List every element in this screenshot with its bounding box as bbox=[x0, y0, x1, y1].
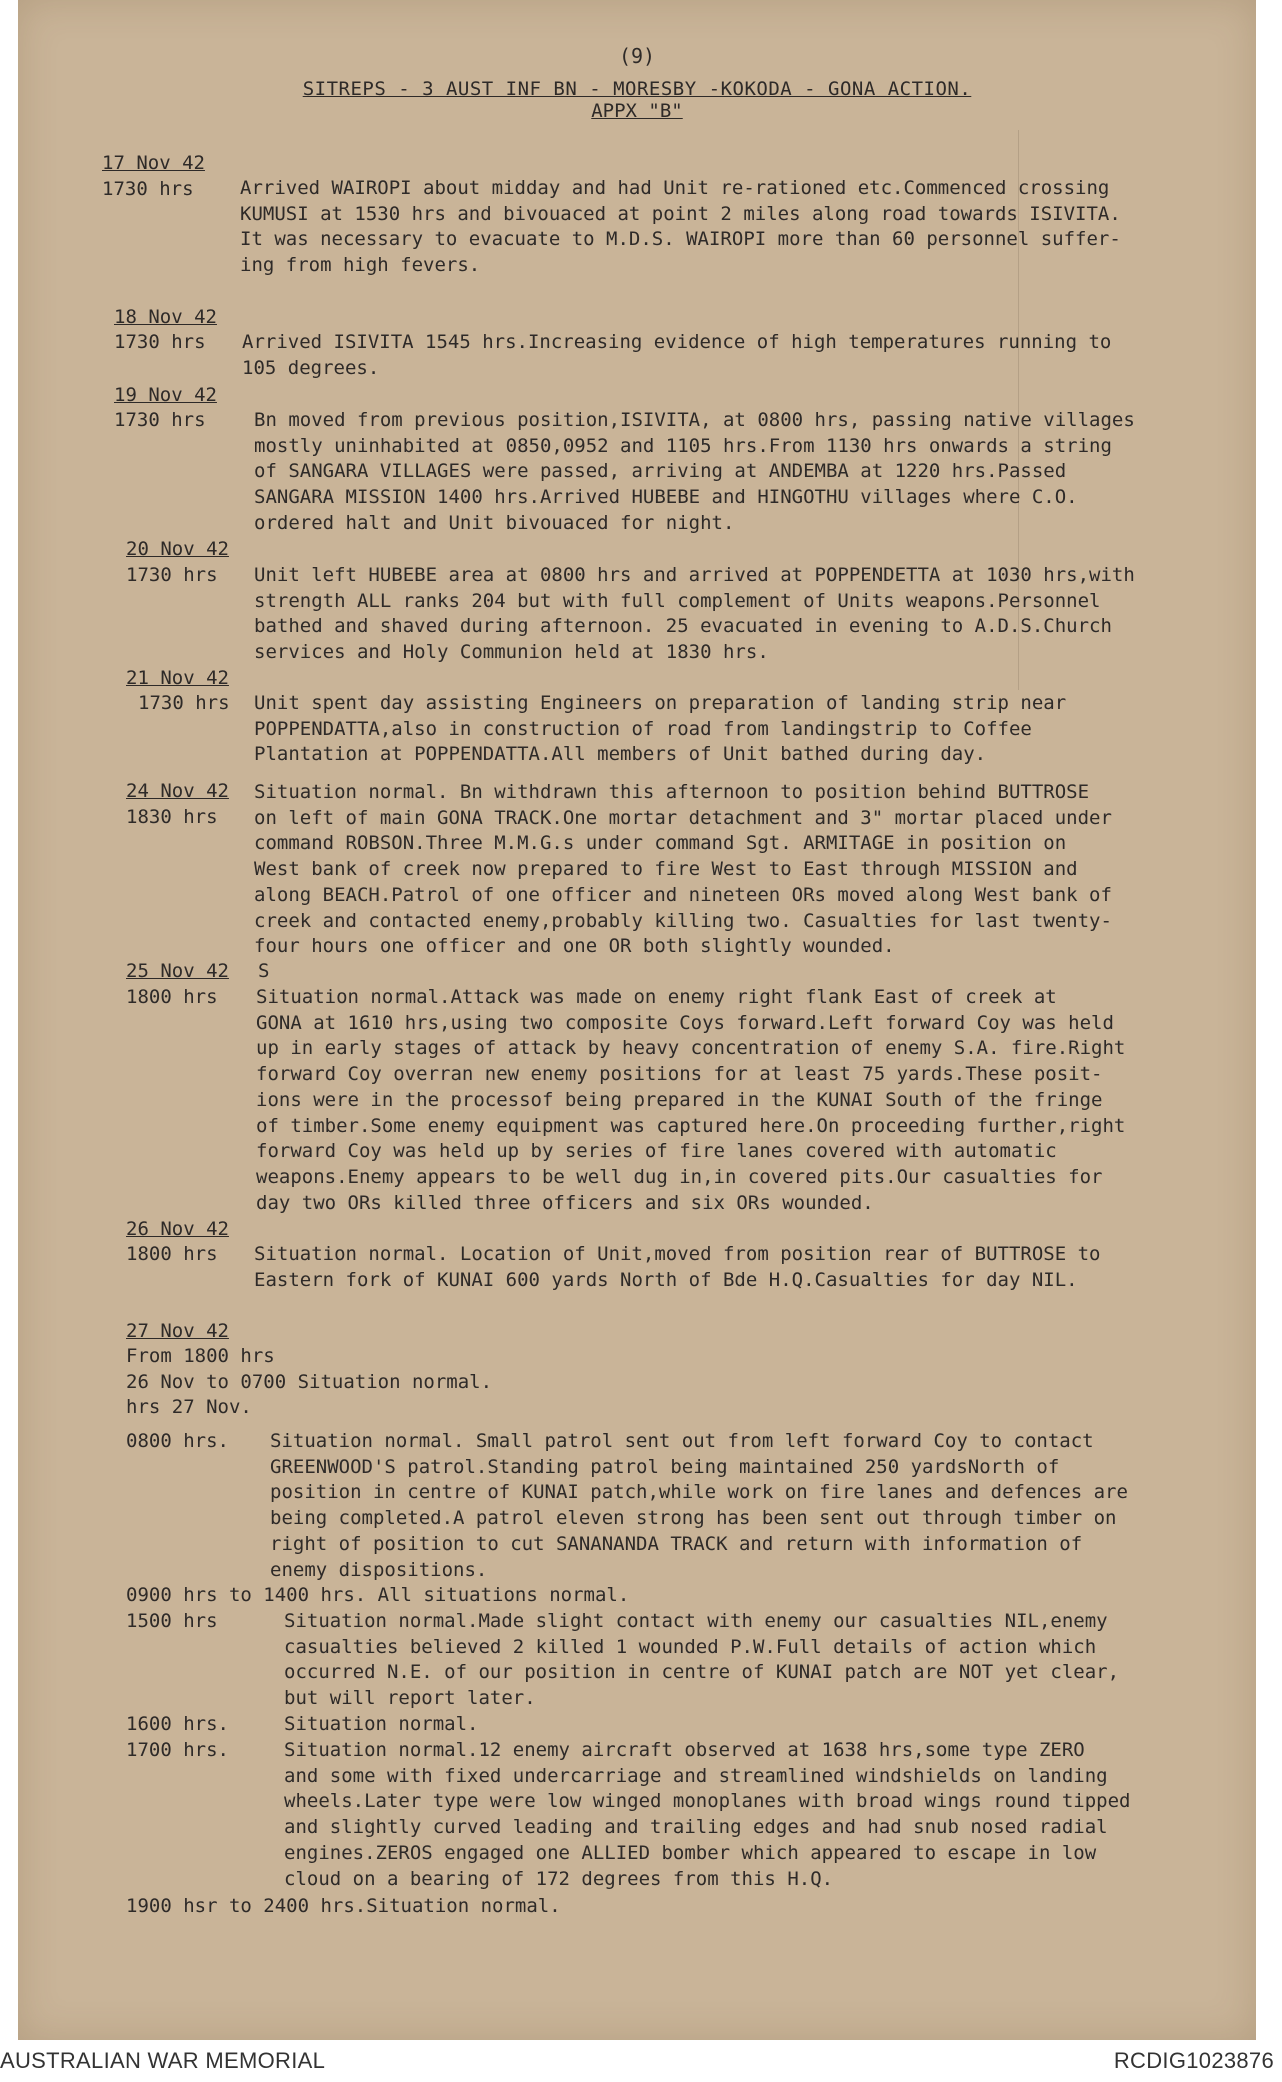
entry-date: 17 Nov 42 bbox=[102, 152, 205, 174]
entry-time: 1700 hrs. bbox=[126, 1739, 229, 1761]
entry-time: 1800 hrs bbox=[126, 986, 218, 1008]
document-title: SITREPS - 3 AUST INF BN - MORESBY -KOKODA - GONA ACTION. bbox=[302, 78, 972, 100]
entry-text: Situation normal. Small patrol sent out from left forward Coy to contact GREENWOOD'S patrol.Standing patrol being maintained 250 yardsNorth of position in centre of KUNAI patch,while work on fire lanes and defences are being completed.A patrol eleven strong has been sent out through timber on right of position to cut SANANANDA TRACK and return with information of enemy dispositions. bbox=[270, 1430, 1128, 1581]
entry-time: 1730 hrs bbox=[102, 178, 194, 200]
appendix-label: APPX "B" bbox=[591, 100, 683, 122]
entry-date: 27 Nov 42 bbox=[126, 1320, 229, 1342]
entry-time: 1730 hrs bbox=[138, 692, 230, 714]
entry-date: 25 Nov 42 bbox=[126, 960, 229, 982]
entry-date: 20 Nov 42 bbox=[126, 538, 229, 560]
entry-text: Situation normal. bbox=[284, 1713, 479, 1735]
entry-time: 0900 hrs to 1400 hrs. All situations normal. bbox=[126, 1584, 630, 1606]
entry-date: 24 Nov 42 bbox=[126, 780, 229, 802]
entry-text: Unit left HUBEBE area at 0800 hrs and arrived at POPPENDETTA at 1030 hrs,with strength ALL ranks 204 but with full complement of Units weapons.Personnel bathed and shaved during afternoon. 25 evacuated in evening to A.D.S.Church services and Holy Communion held at 1830 hrs. bbox=[254, 564, 1135, 664]
entry-time: 1800 hrs bbox=[126, 1243, 218, 1265]
entry-time: 0800 hrs. bbox=[126, 1430, 229, 1452]
entry-date: 19 Nov 42 bbox=[114, 384, 217, 406]
entry-text: Unit spent day assisting Engineers on preparation of landing strip near POPPENDATTA,also in construction of road from landingstrip to Coffee Plantation at POPPENDATTA.All members of Unit bathed during day. bbox=[254, 692, 1067, 766]
document-page bbox=[18, 0, 1256, 2040]
entry-date: 26 Nov 42 bbox=[126, 1218, 229, 1240]
entry-text: Situation normal.Attack was made on enemy right flank East of creek at GONA at 1610 hrs,using two composite Coys forward.Left forward Coy was held up in early stages of attack by heavy concentration of enemy S.A. fire.Right forward Coy overran new enemy positions for at least 75 yards.These posit- ions were in the processof being prepared in the KUNAI South of the fringe of timber.Some enemy equipment was captured here.On proceeding further,right forward Coy was held up by series of fire lanes covered with automatic weapons.Enemy appears to be well dug in,in covered pits.Our casualties for day two ORs killed three officers and six ORs wounded. bbox=[256, 986, 1126, 1214]
entry-time: 1500 hrs bbox=[126, 1610, 218, 1632]
footer-record-id: RCDIG1023876 bbox=[1113, 2048, 1274, 2073]
entry-time: 1900 hsr to 2400 hrs.Situation normal. bbox=[126, 1895, 561, 1917]
entry-text: Situation normal.Made slight contact with enemy our casualties NIL,enemy casualties believed 2 killed 1 wounded P.W.Full details of action which occurred N.E. of our position in centre of KUNAI patch are NOT yet clear, but will report later. bbox=[284, 1610, 1120, 1710]
entry-text: Bn moved from previous position,ISIVITA, at 0800 hrs, passing native villages mostly uninhabited at 0850,0952 and 1105 hrs.From 1130 hrs onwards a string of SANGARA VILLAGES were passed, arriving at ANDEMBA at 1220 hrs.Passed SANGARA MISSION 1400 hrs.Arrived HUBEBE and HINGOTHU villages where C.O. ordered halt and Unit bivouaced for night. bbox=[254, 409, 1135, 534]
entry-text: Situation normal.12 enemy aircraft observed at 1638 hrs,some type ZERO and some with fixed undercarriage and streamlined windshields on landing wheels.Later type were low winged monoplanes with broad wings round tipped and slightly curved leading and trailing edges and had snub nosed radial engines.ZEROS engaged one ALLIED bomber which appeared to escape in low cloud on a bearing of 172 degrees from this H.Q. bbox=[284, 1739, 1131, 1890]
entry-date-suffix: S bbox=[258, 960, 270, 982]
entry-time: 1730 hrs bbox=[114, 409, 206, 431]
entry-time: 1830 hrs bbox=[126, 806, 218, 828]
entry-time: 1730 hrs bbox=[126, 564, 218, 586]
entry-date: 18 Nov 42 bbox=[114, 306, 217, 328]
entry-text: Situation normal. Bn withdrawn this afternoon to position behind BUTTROSE on left of main GONA TRACK.One mortar detachment and 3" mortar placed under command ROBSON.Three M.M.G.s under command Sgt. ARMITAGE in position on West bank of creek now prepared to fire West to East through MISSION and along BEACH.Patrol of one officer and nineteen ORs moved along West bank of creek and contacted enemy,probably killing two. Casualties for last twenty- four hours one officer and one OR both slightly wounded. bbox=[254, 781, 1112, 958]
entry-text: Situation normal. Location of Unit,moved from position rear of BUTTROSE to Eastern fork of KUNAI 600 yards North of Bde H.Q.Casualties for day NIL. bbox=[254, 1243, 1101, 1291]
footer-source: AUSTRALIAN WAR MEMORIAL bbox=[0, 2048, 326, 2073]
entry-text: Arrived ISIVITA 1545 hrs.Increasing evidence of high temperatures running to 105 degrees. bbox=[242, 331, 1112, 379]
entry-time: 1730 hrs bbox=[114, 331, 206, 353]
entry-date: 21 Nov 42 bbox=[126, 667, 229, 689]
entry-intro: From 1800 hrs 26 Nov to 0700 Situation normal. hrs 27 Nov. bbox=[126, 1345, 493, 1419]
entry-text: Arrived WAIROPI about midday and had Unit re-rationed etc.Commenced crossing KUMUSI at 1530 hrs and bivouaced at point 2 miles along road towards ISIVITA. It was necessary to evacuate to M.D.S. WAIROPI more than 60 personnel suffer- ing from high fevers. bbox=[240, 177, 1121, 277]
entry-time: 1600 hrs. bbox=[126, 1713, 229, 1735]
page-number: (9) bbox=[618, 44, 656, 68]
